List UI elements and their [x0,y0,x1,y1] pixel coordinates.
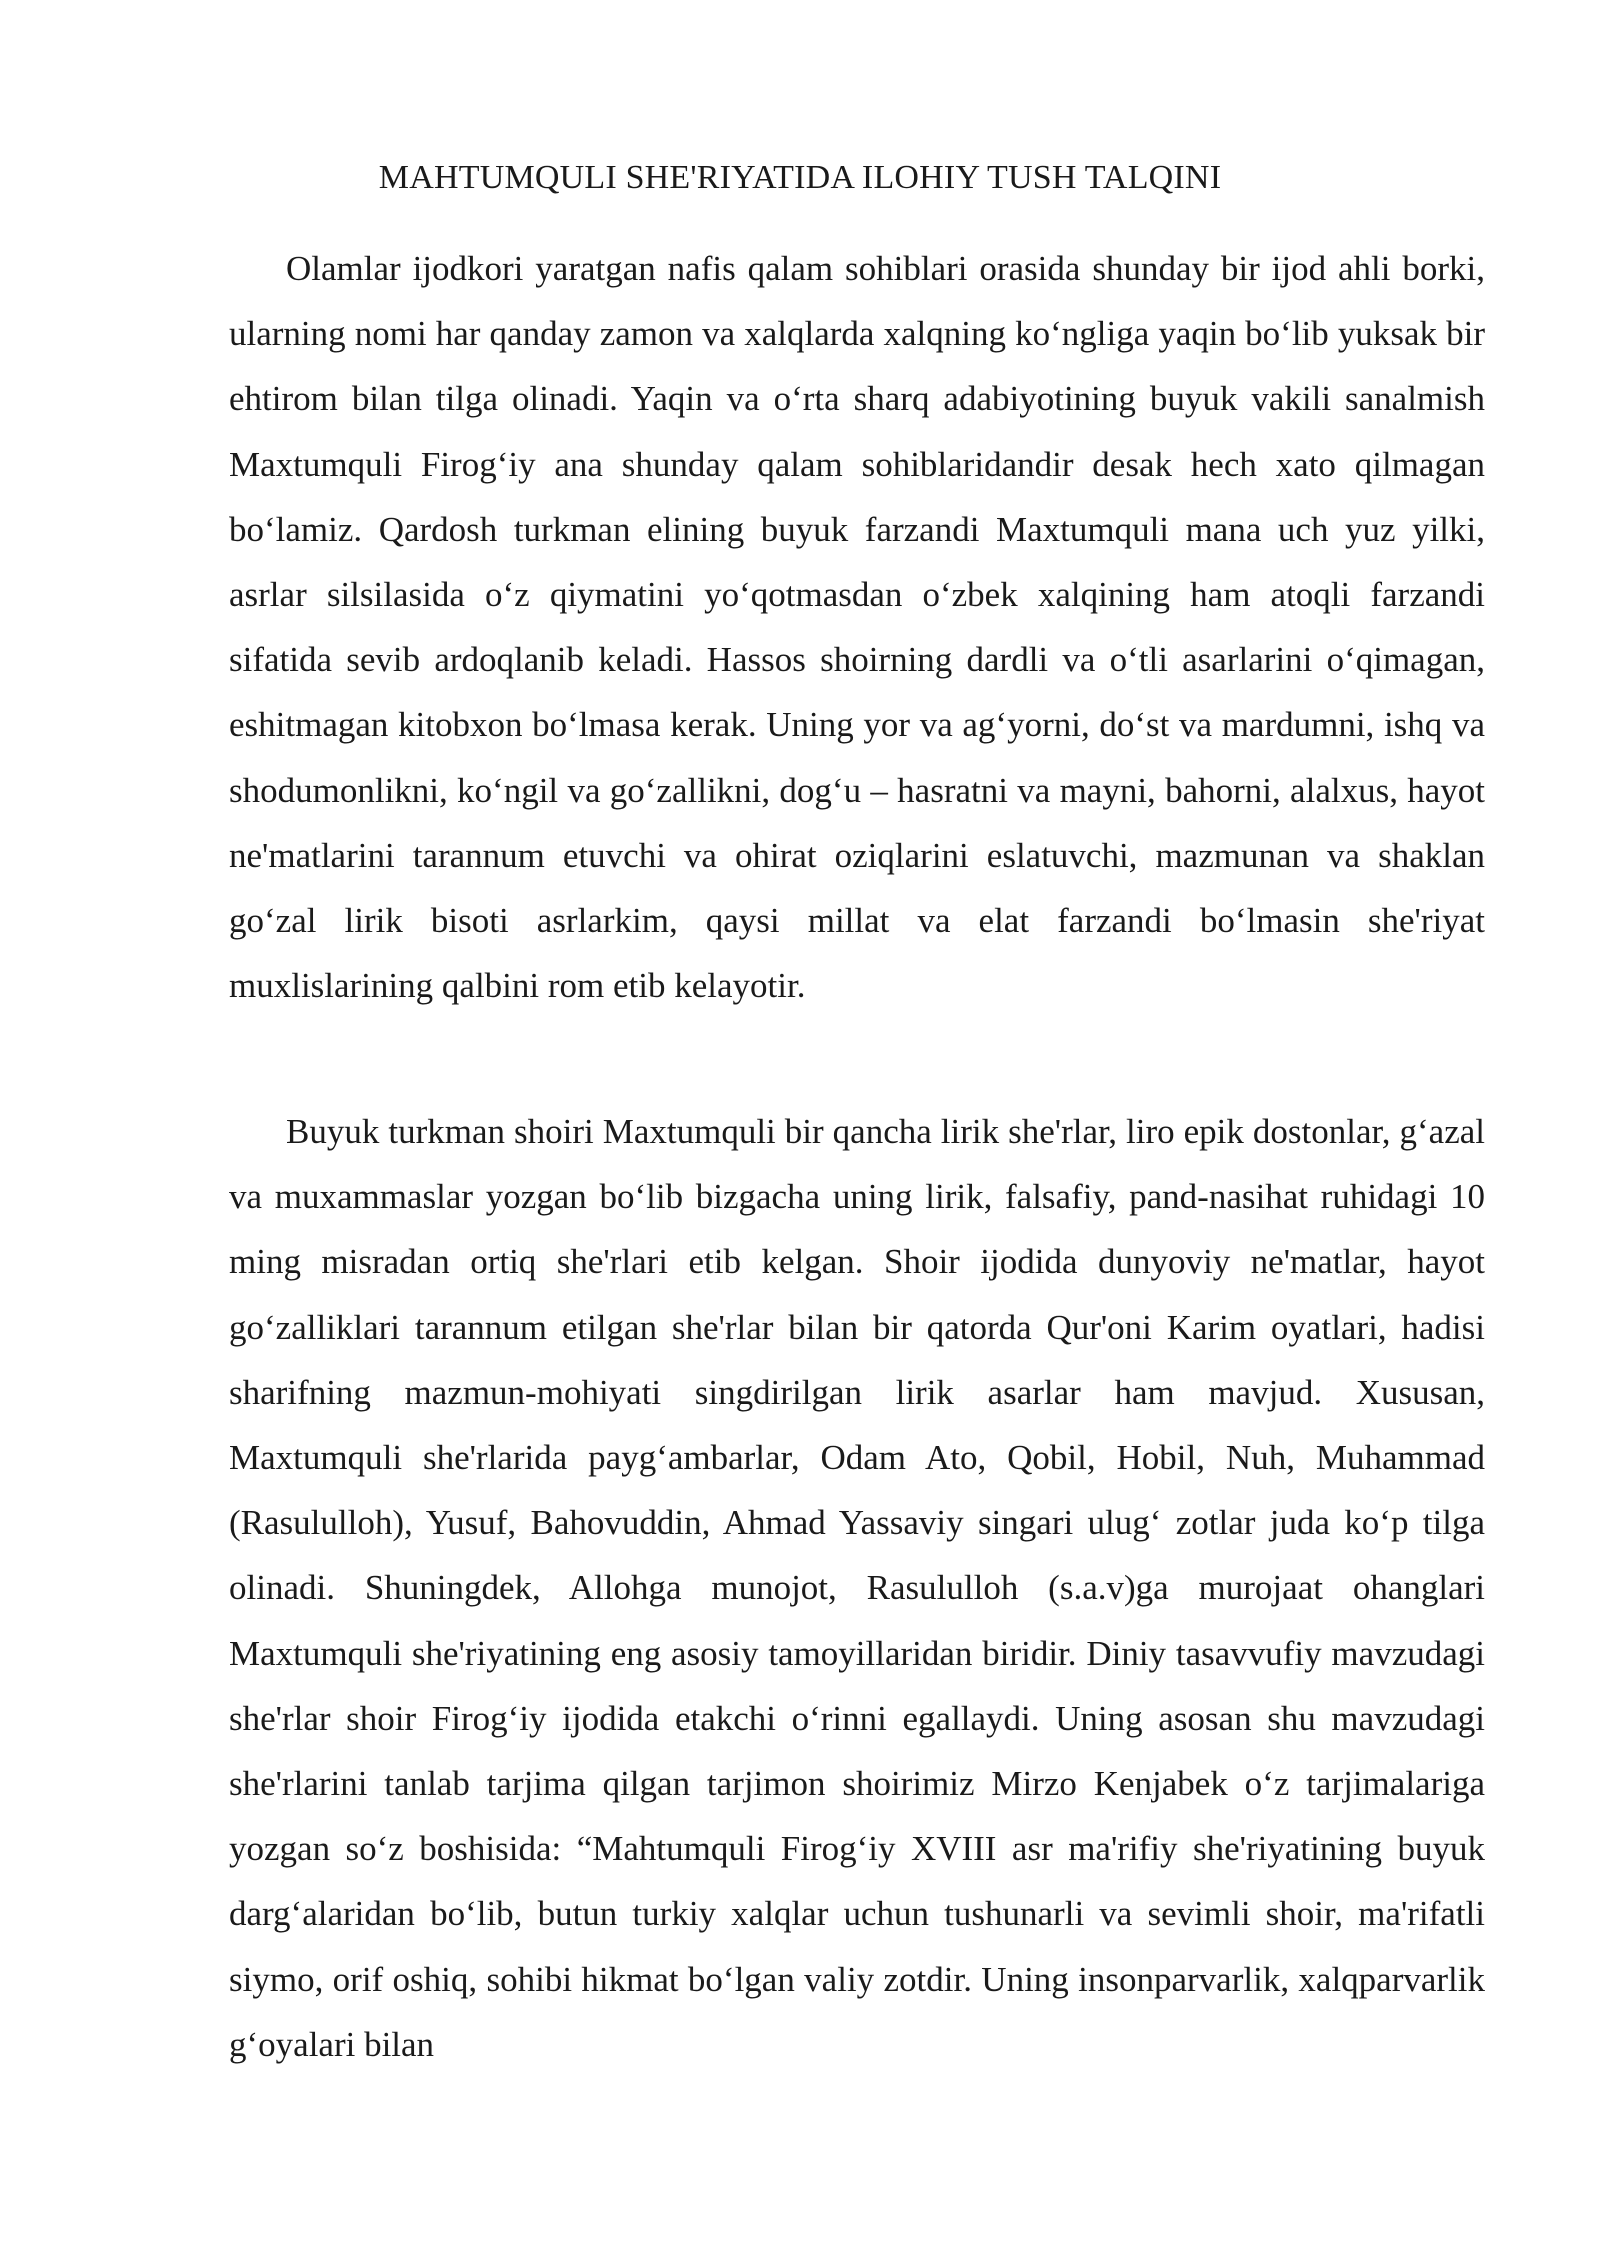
paragraph-1: Olamlar ijodkori yaratgan nafis qalam sohiblari orasida shunday bir ijod ahli borki, ularning nomi har qanday zamon va xalqlarda xalqning ko‘ngliga yaqin bo‘lib yuksak bir ehtirom bilan tilga olinadi. Yaqin va o‘rta sharq adabiyotining buyuk vakili sanalmish Maxtumquli Firog‘iy ana shunday qalam sohiblaridandir desak hech xato qilmagan bo‘lamiz. Qardosh turkman elining buyuk farzandi Maxtumquli mana uch yuz yilki, asrlar silsilasida o‘z qiymatini yo‘qotmasdan o‘zbek xalqining ham atoqli farzandi sifatida sevib ardoqlanib keladi. Hassos shoirning dardli va o‘tli asarlarini o‘qimagan, eshitmagan kitobxon bo‘lmasa kerak. Uning yor va ag‘yorni, do‘st va mardumni, ishq va shodumonlikni, ko‘ngil va go‘zallikni, dog‘u – hasratni va mayni, bahorni, alalxus, hayot ne'matlarini tarannum etuvchi va ohirat oziqlarini eslatuvchi, mazmunan va shaklan go‘zal lirik bisoti asrlarkim, qaysi millat va elat farzandi bo‘lmasin she'riyat muxlislarining qalbini rom etib kelayotir. [229,249,1485,1006]
document-title: MAHTUMQULI SHE'RIYATIDA ILOHIY TUSH TALQINI [378,159,1222,196]
paragraph-2: Buyuk turkman shoiri Maxtumquli bir qancha lirik she'rlar, liro epik dostonlar, g‘azal va muxammaslar yozgan bo‘lib bizgacha uning lirik, falsafiy, pand-nasihat ruhidagi 10 ming misradan ortiq she'rlari etib kelgan. Shoir ijodida dunyoviy ne'matlar, hayot go‘zalliklari tarannum etilgan she'rlar bilan bir qatorda Qur'oni Karim oyatlari, hadisi sharifning mazmun-mohiyati singdirilgan lirik asarlar ham mavjud. Xususan, Maxtumquli she'rlarida payg‘ambarlar, Odam Ato, Qobil, Hobil, Nuh, Muhammad (Rasululloh), Yusuf, Bahovuddin, Ahmad Yassaviy singari ulug‘ zotlar juda ko‘p tilga olinadi. Shuningdek, Allohga munojot, Rasululloh (s.a.v)ga murojaat ohanglari Maxtumquli she'riyatining eng asosiy tamoyillaridan biridir. Diniy tasavvufiy mavzudagi she'rlar shoir Firog‘iy ijodida etakchi o‘rinni egallaydi. Uning asosan shu mavzudagi she'rlarini tanlab tarjima qilgan tarjimon shoirimiz Mirzo Kenjabek o‘z tarjimalariga yozgan so‘z boshisida: “Mahtumquli Firog‘iy XVIII asr ma'rifiy she'riyatining buyuk darg‘alaridan bo‘lib, butun turkiy xalqlar uchun tushunarli va sevimli shoir, ma'rifatli siymo, orif oshiq, sohibi hikmat bo‘lgan valiy zotdir. Uning insonparvarlik, xalqparvarlik g‘oyalari bilan [229,1112,1485,2064]
